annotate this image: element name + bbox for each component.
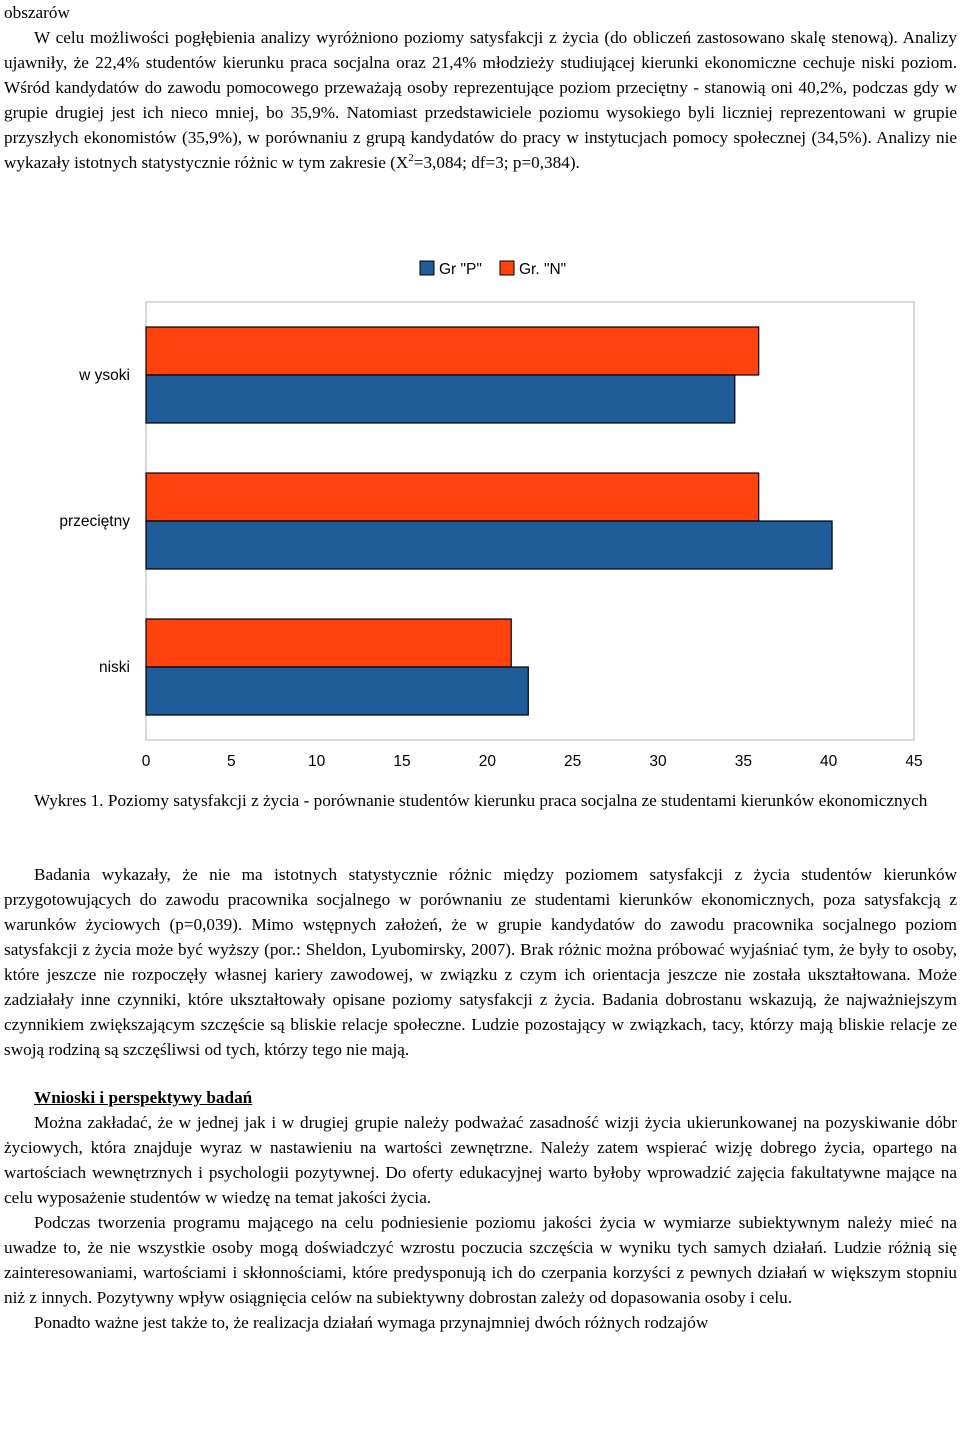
body-text <box>4 862 957 1335</box>
x-tick-label: 15 <box>393 753 411 770</box>
x-tick-label: 5 <box>227 753 236 770</box>
top-text-block <box>4 0 957 175</box>
x-tick-labels <box>142 753 923 770</box>
legend-label: Gr. "N" <box>519 261 567 278</box>
x-tick-label: 35 <box>734 753 752 770</box>
paragraph-text-end: =3,084; df=3; p=0,384). <box>413 153 580 172</box>
bar-gr-n-1 <box>146 473 759 521</box>
x-tick-label: 30 <box>649 753 667 770</box>
chart-legend <box>420 261 566 278</box>
x-tick-label: 25 <box>564 753 582 770</box>
legend-swatch <box>500 261 514 275</box>
chart-bars <box>146 327 832 715</box>
caption-text: Wykres 1. Poziomy satysfakcji z życia - porównanie studentów kierunku praca socjalna ze studentami kierunków ekonomicznych <box>34 791 928 810</box>
bar-gr-n-0 <box>146 327 759 375</box>
category-label: w ysoki <box>79 367 130 384</box>
figure-caption <box>4 788 957 813</box>
bar-gr-p-1 <box>146 521 832 569</box>
x-tick-label: 20 <box>478 753 496 770</box>
x-tick-label: 40 <box>820 753 838 770</box>
x-tick-label: 10 <box>308 753 326 770</box>
section-heading: Wnioski i perspektywy badań <box>34 1088 253 1107</box>
bar-gr-n-2 <box>146 619 511 667</box>
paragraph-text: W celu możliwości pogłębienia analizy wyróżniono poziomy satysfakcji z życia (do obliczeń zastosowano skalę stenową). Analizy ujawniły, że 22,4% studentów kierunku praca socjalna oraz 21,4% młodzieży studiującej kierunki ekonomiczne cechuje niski poziom. Wśród kandydatów do zawodu pomocowego przeważają osoby reprezentujące poziom przeciętny - stanowią oni 40,2%, podczas gdy w grupie drugiej jest ich nieco mniej, bo 35,9%. Natomiast przedstawiciele poziomu wysokiego byli liczniej reprezentowani w grupie przyszłych ekonomistów (35,9%), w porównaniu z grupą kandydatów do pracy w instytucjach pomocy społecznej (34,5%). Analizy nie wykazały istotnych statystycznie różnic w tym zakresie (X <box>4 28 957 172</box>
paragraph-conclusions: Można zakładać, że w jednej jak i w drugiej grupie należy podważać zasadność wizji życia ukierunkowanej na pozyskiwanie dóbr życiowych, która znajduje wyraz w nastawieniu na wartości zewnętrzne. Należy zatem wspierać wizję dobrego życia, opartego na wartościach wewnętrznych i psychologii pozytywnej. Do oferty edukacyjnej warto byłoby wprowadzić zajęcia fakultatywne mające na celu wyposażenie studentów w wiedzę na temat jakości życia. <box>4 1113 957 1207</box>
category-labels <box>59 367 130 676</box>
bar-gr-p-2 <box>146 667 528 715</box>
legend-swatch <box>420 261 434 275</box>
paragraph-results: Badania wykazały, że nie ma istotnych statystycznie różnic między poziomem satysfakcji z życia studentów kierunków przygotowujących do zawodu pracownika socjalnego w porównaniu ze studentami kierunków ekonomicznych, poza satysfakcją z warunków życiowych (p=0,039). Mimo wstępnych założeń, że w grupie kandydatów do zawodu pracownika socjalnego poziom satysfakcji z życia może być wyższy (por.: Sheldon, Lyubomirsky, 2007). Brak różnic można próbować wyjaśniać tym, że były to osoby, które jeszcze nie rozpoczęły własnej kariery zawodowej, w związku z czym ich orientacja jeszcze nie została ukształtowana. Może zadziałały inne czynniki, które ukształtowały opisane poziomy satysfakcji z życia. Badania dobrostanu wskazują, że najważniejszym czynnikiem zwiększającym szczęście są bliskie relacje społeczne. Ludzie pozostający w związkach, tacy, którzy mają bliskie relacje ze swoją rodziną są szczęśliwsi od tych, którzy tego nie mają. <box>4 865 957 1059</box>
bar-gr-p-0 <box>146 375 735 423</box>
category-label: niski <box>98 659 130 676</box>
paragraph-final: Ponadto ważne jest także to, że realizacja działań wymaga przynajmniej dwóch różnych rodzajów <box>34 1313 709 1332</box>
continued-line: obszarów <box>4 3 70 22</box>
x-tick-label: 0 <box>141 753 151 770</box>
bar-chart <box>0 250 960 790</box>
category-label: przeciętny <box>59 513 130 530</box>
legend-label: Gr "P" <box>439 261 482 278</box>
paragraph-satisfaction-levels <box>4 25 957 175</box>
paragraph-program: Podczas tworzenia programu mającego na celu podniesienie poziomu jakości życia w wymiarze subiektywnym należy mieć na uwadze to, że nie wszystkie osoby mogą doświadczyć wzrostu poczucia szczęścia w wyniku tych samych działań. Ludzie różnią się zainteresowaniami, wartościami i skłonnościami, które predysponują ich do czerpania korzyści z pewnych działań w większym stopniu niż z innych. Pozytywny wpływ osiągnięcia celów na subiektywny dobrostan zależy od dopasowania osoby i celu. <box>4 1213 957 1307</box>
chi-square-superscript: 2 <box>408 152 414 164</box>
x-tick-label: 45 <box>905 753 923 770</box>
